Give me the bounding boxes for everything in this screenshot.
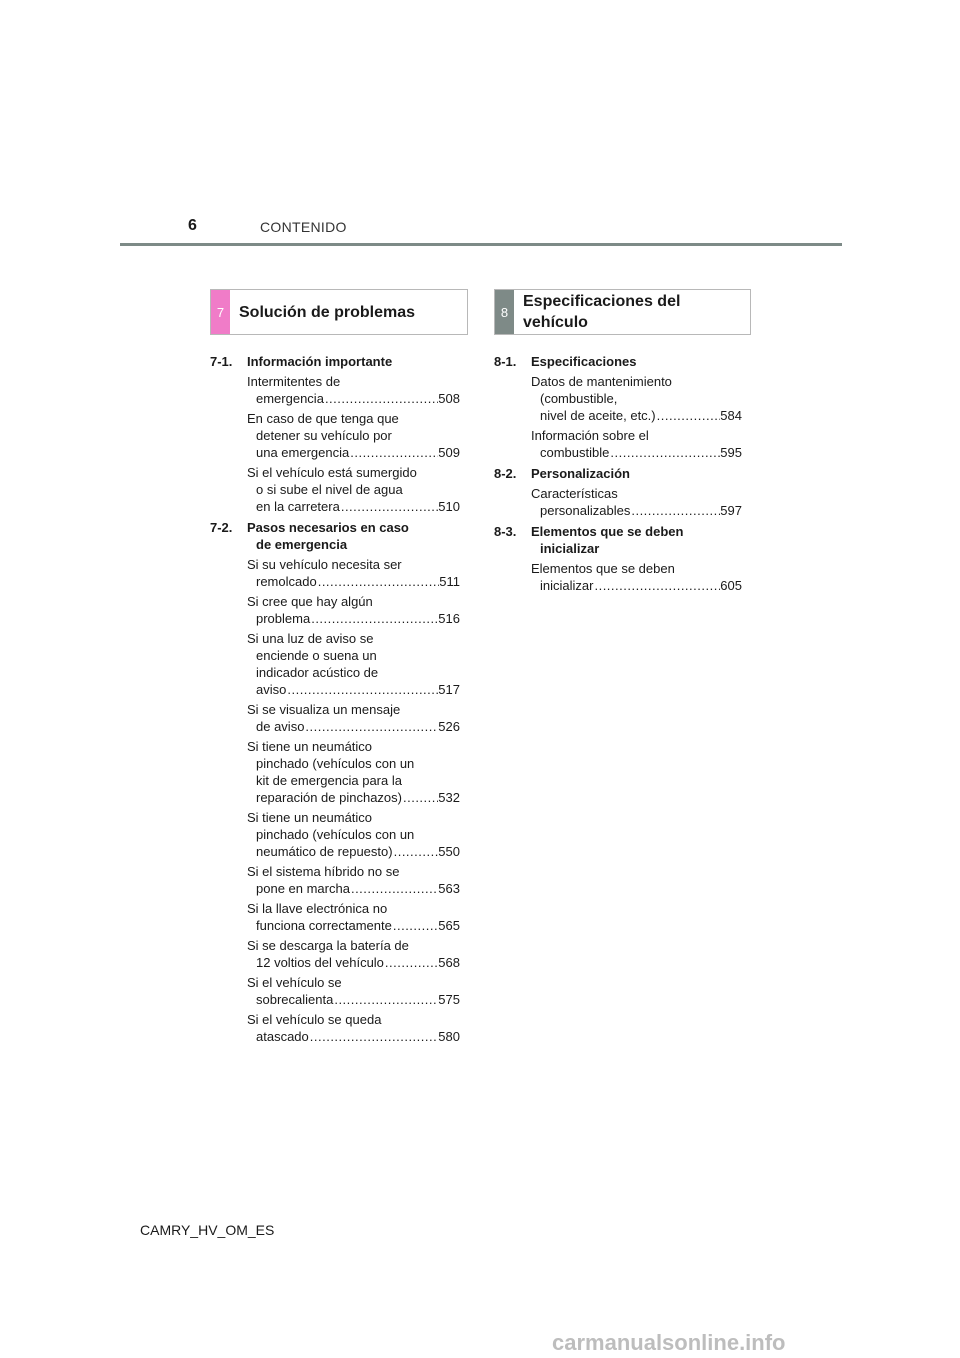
toc-entry-text: 12 voltios del vehículo bbox=[256, 955, 384, 970]
toc-entry-text: indicador acústico de bbox=[256, 665, 379, 680]
section-number: 8-3. bbox=[494, 524, 517, 539]
section-number: 7-1. bbox=[210, 354, 233, 369]
section-title-line: Información importante bbox=[247, 354, 393, 369]
toc-entry-last-line bbox=[247, 789, 460, 806]
section-title: CONTENIDO bbox=[260, 219, 347, 235]
section-title-line: Elementos que se deben bbox=[531, 524, 684, 539]
dot-leader bbox=[324, 390, 438, 407]
toc-section-heading[interactable] bbox=[494, 353, 742, 370]
toc-entry-last-line bbox=[531, 444, 742, 461]
section-title bbox=[247, 519, 460, 553]
dot-leader bbox=[286, 681, 438, 698]
toc-entry-last-line bbox=[247, 954, 460, 971]
toc-entry[interactable] bbox=[531, 427, 742, 461]
dot-leader bbox=[392, 917, 438, 934]
toc-section bbox=[494, 465, 742, 519]
toc-entry-text: sobrecalienta bbox=[256, 992, 334, 1007]
toc-entry[interactable] bbox=[247, 1011, 460, 1045]
toc-entry-text: kit de emergencia para la bbox=[256, 773, 402, 788]
toc-entry-last-line bbox=[247, 991, 460, 1008]
page-reference[interactable]: 595 bbox=[720, 445, 742, 460]
toc-entry-last-line bbox=[247, 917, 460, 934]
section-title-line: de emergencia bbox=[256, 537, 348, 552]
page-reference[interactable]: 532 bbox=[438, 790, 460, 805]
toc-entry-last-line bbox=[247, 843, 460, 860]
toc-section bbox=[494, 353, 742, 461]
toc-entry-last-line bbox=[531, 577, 742, 594]
toc-entry-last-line bbox=[247, 880, 460, 897]
dot-leader bbox=[310, 610, 438, 627]
chapter-7-header[interactable] bbox=[210, 289, 468, 335]
dot-leader bbox=[309, 1028, 439, 1045]
dot-leader bbox=[304, 718, 438, 735]
page-reference[interactable]: 605 bbox=[720, 578, 742, 593]
page-reference[interactable]: 509 bbox=[438, 445, 460, 460]
toc-entry-text: Si el sistema híbrido no se bbox=[247, 864, 400, 879]
page-reference[interactable]: 575 bbox=[438, 992, 460, 1007]
dot-leader bbox=[317, 573, 440, 590]
section-number: 8-2. bbox=[494, 466, 517, 481]
page-reference[interactable]: 510 bbox=[438, 499, 460, 514]
toc-entry-text: reparación de pinchazos) bbox=[256, 790, 402, 805]
toc-entry-text: En caso de que tenga que bbox=[247, 411, 399, 426]
section-title-line: inicializar bbox=[540, 541, 600, 556]
toc-entry-text: Si tiene un neumático bbox=[247, 739, 373, 754]
page-reference[interactable]: 517 bbox=[438, 682, 460, 697]
toc-entry[interactable] bbox=[247, 937, 460, 971]
page-reference[interactable]: 511 bbox=[439, 574, 460, 589]
toc-entry-text: pone en marcha bbox=[256, 881, 350, 896]
toc-entry-text: Si la llave electrónica no bbox=[247, 901, 388, 916]
toc-section bbox=[210, 519, 460, 1045]
toc-entry[interactable] bbox=[247, 630, 460, 698]
page-reference[interactable]: 568 bbox=[438, 955, 460, 970]
toc-entry[interactable] bbox=[247, 900, 460, 934]
toc-entry-text: combustible bbox=[540, 445, 610, 460]
toc-entry-text: aviso bbox=[256, 682, 287, 697]
toc-entry-text: funciona correctamente bbox=[256, 918, 392, 933]
toc-entry-text: en la carretera bbox=[256, 499, 340, 514]
toc-entry[interactable] bbox=[247, 863, 460, 897]
toc-entry-text: Si se descarga la batería de bbox=[247, 938, 409, 953]
toc-entry[interactable] bbox=[247, 974, 460, 1008]
toc-entry-text: Si tiene un neumático bbox=[247, 810, 373, 825]
dot-leader bbox=[630, 502, 720, 519]
toc-entry[interactable] bbox=[247, 738, 460, 806]
toc-entry[interactable] bbox=[531, 560, 742, 594]
toc-entry-text: inicializar bbox=[540, 578, 594, 593]
toc-entry-text: Intermitentes de bbox=[247, 374, 341, 389]
toc-entry-text: o si sube el nivel de agua bbox=[256, 482, 403, 497]
toc-entry-text: pinchado (vehículos con un bbox=[256, 827, 415, 842]
toc-entry-text: personalizables bbox=[540, 503, 631, 518]
toc-entry-text: Información sobre el bbox=[531, 428, 649, 443]
toc-entry-text: Datos de mantenimiento bbox=[531, 374, 672, 389]
section-number: 8-1. bbox=[494, 354, 517, 369]
toc-entry-last-line bbox=[247, 718, 460, 735]
page-reference[interactable]: 584 bbox=[720, 408, 742, 423]
toc-entry-last-line bbox=[247, 1028, 460, 1045]
toc-entry-last-line bbox=[531, 502, 742, 519]
page-reference[interactable]: 597 bbox=[720, 503, 742, 518]
page-header bbox=[0, 0, 960, 250]
toc-entry[interactable] bbox=[531, 485, 742, 519]
chapter-8-tab[interactable]: 8 bbox=[495, 290, 514, 334]
toc-section bbox=[494, 523, 742, 594]
dot-leader bbox=[350, 880, 438, 897]
toc-entry[interactable] bbox=[247, 809, 460, 860]
toc-entry-text: neumático de repuesto) bbox=[256, 844, 393, 859]
toc-entry-last-line bbox=[247, 390, 460, 407]
header-divider bbox=[120, 243, 842, 246]
chapter-7-title: Solución de problemas bbox=[239, 303, 416, 321]
section-title bbox=[531, 353, 742, 370]
toc-entry-text: Si cree que hay algún bbox=[247, 594, 373, 609]
toc-section-heading[interactable] bbox=[210, 519, 460, 553]
toc-entry-text: detener su vehículo por bbox=[256, 428, 392, 443]
toc-entry-text: Si el vehículo se bbox=[247, 975, 342, 990]
toc-entry-text: atascado bbox=[256, 1029, 309, 1044]
toc-entry-last-line bbox=[247, 444, 460, 461]
chapter-8-title: Especificaciones del vehículo bbox=[523, 293, 681, 331]
toc-section-heading[interactable] bbox=[494, 523, 742, 557]
section-title-line: Pasos necesarios en caso bbox=[247, 520, 409, 535]
dot-leader bbox=[333, 991, 438, 1008]
dot-leader bbox=[349, 444, 438, 461]
dot-leader bbox=[402, 789, 438, 806]
toc-entry[interactable] bbox=[247, 410, 460, 461]
toc-entry-text: enciende o suena un bbox=[256, 648, 377, 663]
page-reference[interactable]: 563 bbox=[438, 881, 460, 896]
toc-entry-text: Si el vehículo se queda bbox=[247, 1012, 382, 1027]
toc-entry[interactable] bbox=[531, 373, 742, 424]
dot-leader bbox=[340, 498, 438, 515]
page-reference[interactable]: 550 bbox=[438, 844, 460, 859]
dot-leader bbox=[609, 444, 720, 461]
section-title bbox=[247, 353, 460, 370]
page-reference[interactable]: 526 bbox=[438, 719, 460, 734]
toc-column-chapter-8 bbox=[494, 353, 742, 597]
document-code: CAMRY_HV_OM_ES bbox=[140, 1222, 275, 1238]
toc-section-heading[interactable] bbox=[494, 465, 742, 482]
section-title bbox=[531, 523, 742, 557]
toc-entry[interactable] bbox=[247, 464, 460, 515]
toc-section bbox=[210, 353, 460, 515]
dot-leader bbox=[393, 843, 439, 860]
toc-entry[interactable] bbox=[247, 373, 460, 407]
toc-entry-text: de aviso bbox=[256, 719, 305, 734]
section-title-line: Especificaciones bbox=[531, 354, 637, 369]
dot-leader bbox=[384, 954, 438, 971]
toc-entry-last-line bbox=[247, 610, 460, 627]
toc-entry-text: emergencia bbox=[256, 391, 324, 406]
toc-entry-text: una emergencia bbox=[256, 445, 350, 460]
section-title-line: Personalización bbox=[531, 466, 630, 481]
toc-entry[interactable] bbox=[247, 593, 460, 627]
toc-entry[interactable] bbox=[247, 701, 460, 735]
toc-entry-text: Si el vehículo está sumergido bbox=[247, 465, 417, 480]
toc-section-heading[interactable] bbox=[210, 353, 460, 370]
page-reference[interactable]: 516 bbox=[438, 611, 460, 626]
toc-entry-text: remolcado bbox=[256, 574, 317, 589]
toc-column-chapter-7 bbox=[210, 353, 460, 1048]
section-number: 7-2. bbox=[210, 520, 233, 535]
toc-entry-last-line bbox=[531, 407, 742, 424]
toc-entry-last-line bbox=[247, 681, 460, 698]
toc-entry[interactable] bbox=[247, 556, 460, 590]
toc-entry-text: Si se visualiza un mensaje bbox=[247, 702, 401, 717]
section-title bbox=[531, 465, 742, 482]
dot-leader bbox=[593, 577, 720, 594]
toc-entry-text: pinchado (vehículos con un bbox=[256, 756, 415, 771]
chapter-7-tab[interactable]: 7 bbox=[211, 290, 230, 334]
page-reference[interactable]: 565 bbox=[438, 918, 460, 933]
page-reference[interactable]: 580 bbox=[438, 1029, 460, 1044]
toc-entry-text: Si su vehículo necesita ser bbox=[247, 557, 402, 572]
toc-entry-last-line bbox=[247, 573, 460, 590]
toc-entry-text: nivel de aceite, etc.) bbox=[540, 408, 656, 423]
toc-entry-text: Si una luz de aviso se bbox=[247, 631, 374, 646]
page-reference[interactable]: 508 bbox=[438, 391, 460, 406]
page-number: 6 bbox=[188, 217, 197, 234]
toc-entry-text: Características bbox=[531, 486, 618, 501]
toc-entry-text: Elementos que se deben bbox=[531, 561, 675, 576]
dot-leader bbox=[656, 407, 721, 424]
toc-entry-text: (combustible, bbox=[540, 391, 618, 406]
toc-entry-text: problema bbox=[256, 611, 311, 626]
watermark: carmanualsonline.info bbox=[552, 1330, 786, 1355]
chapter-8-header[interactable] bbox=[494, 289, 751, 335]
toc-entry-last-line bbox=[247, 498, 460, 515]
